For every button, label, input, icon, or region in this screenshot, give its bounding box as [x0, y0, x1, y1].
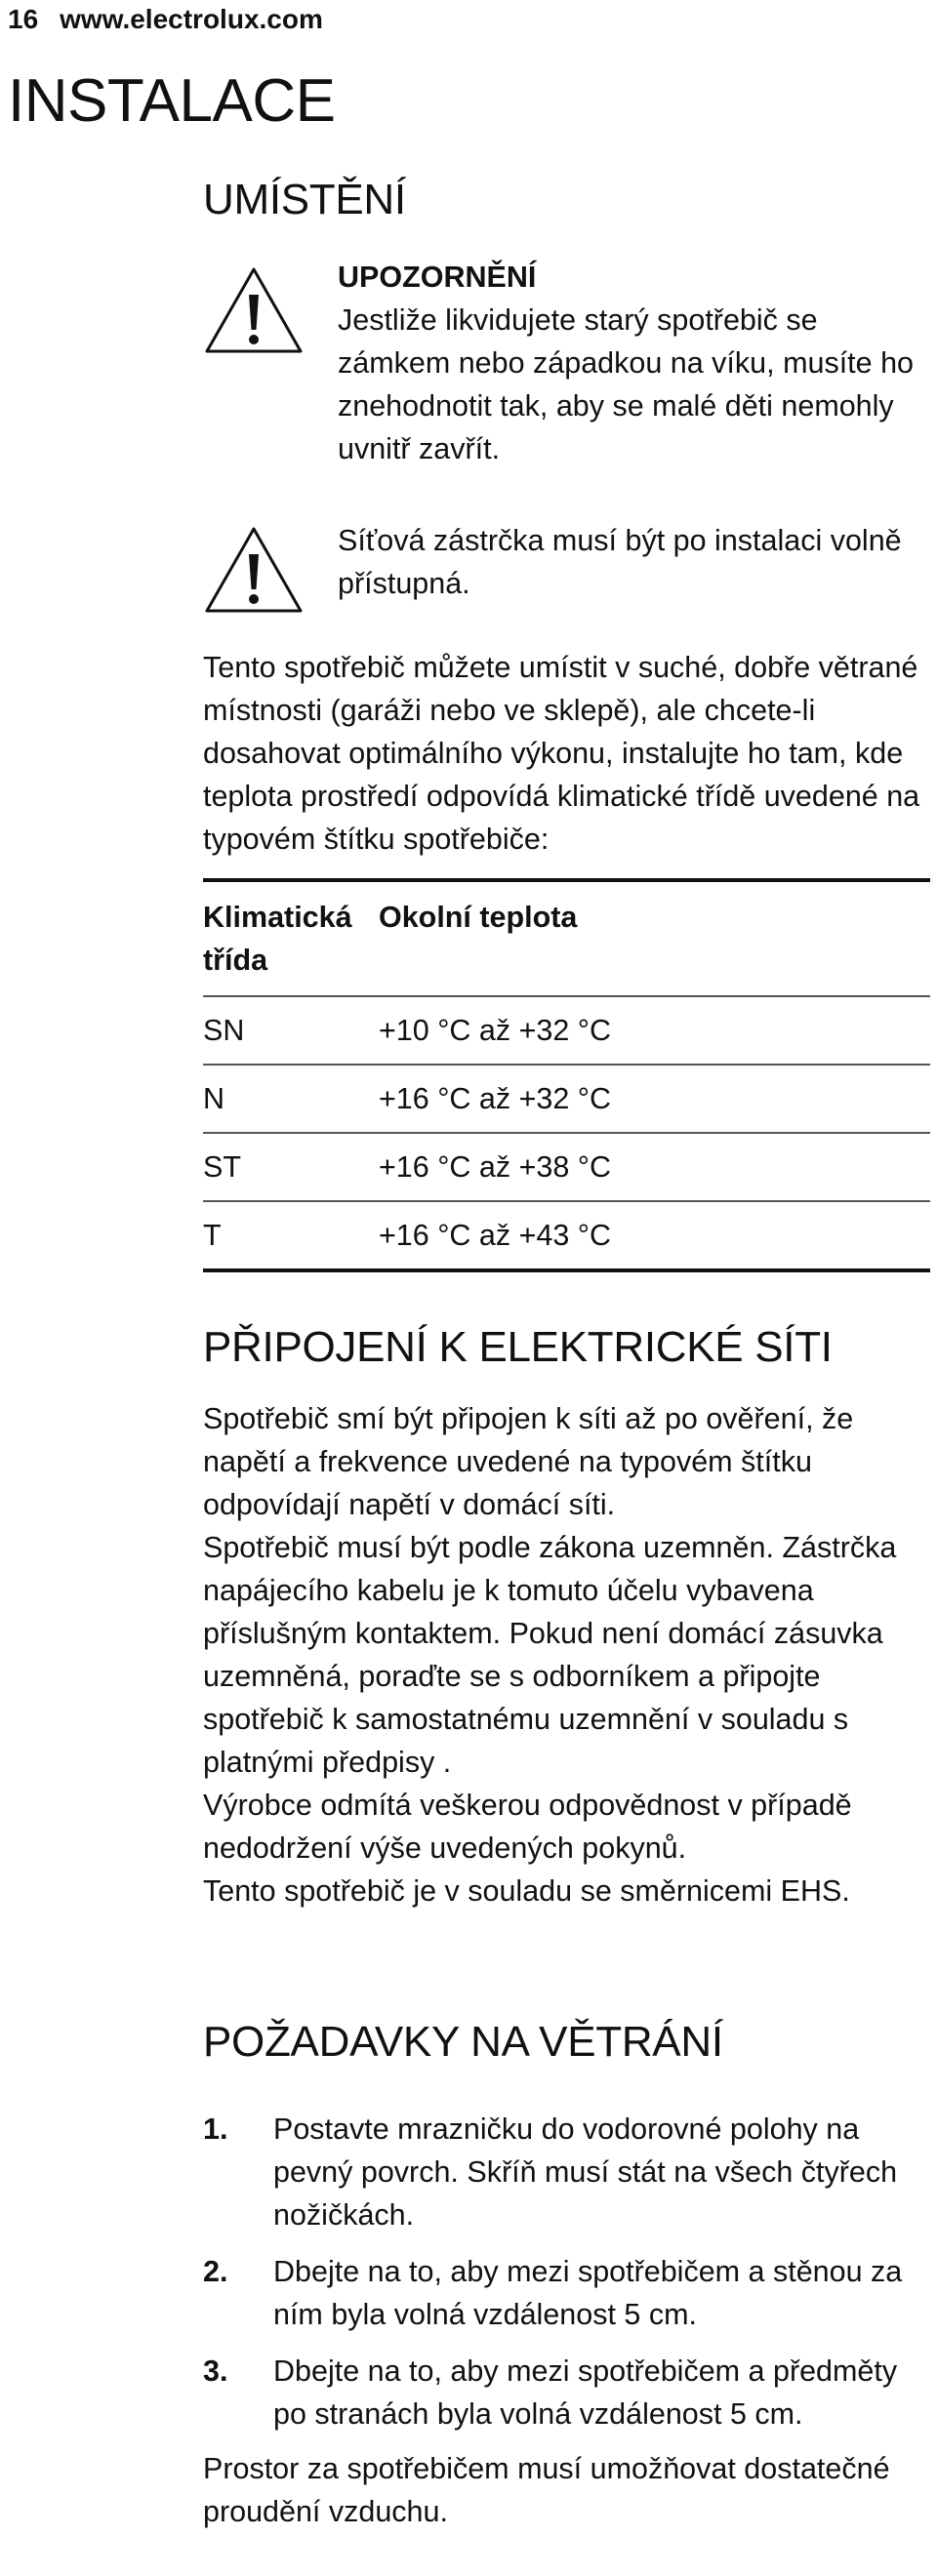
intro-paragraph: Tento spotřebič můžete umístit v suché, dobře větrané místnosti (garáži nebo ve sklepě), ale chcete-li dosahovat optimálního výkonu, instalujte ho tam, kde teplota prostředí odpovídá klimatické třídě uvedené na typovém štítku spotřebiče:: [203, 651, 920, 856]
paragraph: Spotřebič musí být podle zákona uzemněn. Zástrčka napájecího kabelu je k tomuto účelu vybavena příslušným kontaktem. Pokud není domácí zásuvka uzemněná, poraďte se s odborníkem a připojte spotřebič k samostatnému uzemnění v souladu s platnými předpisy .: [203, 1531, 897, 1779]
step-number: 3.: [203, 2355, 228, 2388]
table-row: [203, 1065, 930, 1133]
temperature-cell: +16 °C až +43 °C: [379, 1219, 612, 1252]
warning-triangle-icon: [203, 256, 338, 470]
warning-title: UPOZORNĚNÍ: [338, 261, 537, 294]
paragraph: Spotřebič smí být připojen k síti až po ověření, že napětí a frekvence uvedené na typovém štítku odpovídají napětí v domácí síti.: [203, 1402, 854, 1521]
warning-triangle-icon: [203, 519, 338, 615]
table-row: [203, 1133, 930, 1201]
section-title-umisteni: UMÍSTĚNÍ: [203, 176, 406, 223]
climate-class-cell: T: [203, 1219, 222, 1252]
page-number: 16: [8, 4, 39, 34]
electrical-connection-text: [203, 1397, 930, 1912]
table-header-row: [203, 880, 930, 996]
temperature-cell: +16 °C až +38 °C: [379, 1150, 612, 1184]
warning-block-2: [203, 519, 927, 615]
list-item: [203, 2108, 930, 2236]
climate-class-cell: N: [203, 1082, 225, 1115]
warning-text: Síťová zástrčka musí být po instalaci volně přístupná.: [338, 524, 902, 600]
column-header: Okolní teplota: [379, 901, 578, 934]
list-item: [203, 2250, 930, 2336]
step-number: 1.: [203, 2113, 228, 2146]
step-number: 2.: [203, 2255, 228, 2288]
warning-block-1: [203, 256, 927, 470]
website-url: www.electrolux.com: [60, 4, 323, 34]
paragraph: Tento spotřebič je v souladu se směrnicemi EHS.: [203, 1874, 850, 1908]
climate-class-cell: SN: [203, 1014, 245, 1047]
paragraph: Výrobce odmítá veškerou odpovědnost v případě nedodržení výše uvedených pokynů.: [203, 1789, 852, 1865]
temperature-cell: +16 °C až +32 °C: [379, 1082, 612, 1115]
section-title-vetrani: POŽADAVKY NA VĚTRÁNÍ: [203, 2018, 723, 2066]
main-title: INSTALACE: [8, 67, 336, 135]
step-text: Postavte mrazničku do vodorovné polohy na pevný povrch. Skříň musí stát na všech čtyřech nožičkách.: [273, 2113, 898, 2232]
temperature-cell: +10 °C až +32 °C: [379, 1014, 612, 1047]
climate-class-cell: ST: [203, 1150, 241, 1184]
page-header: [8, 0, 323, 39]
section-title-pripojeni: PŘIPOJENÍ K ELEKTRICKÉ SÍTI: [203, 1323, 833, 1371]
column-header: Klimatická třída: [203, 901, 352, 977]
table-row: [203, 996, 930, 1065]
warning-text: Jestliže likvidujete starý spotřebič se zámkem nebo západkou na víku, musíte ho znehodnotit tak, aby se malé děti nemohly uvnitř zavřít.: [338, 303, 914, 465]
step-text: Dbejte na to, aby mezi spotřebičem a stěnou za ním byla volná vzdálenost 5 cm.: [273, 2255, 903, 2331]
final-paragraph: Prostor za spotřebičem musí umožňovat dostatečné proudění vzduchu.: [203, 2452, 890, 2528]
climate-class-table: [203, 878, 930, 1272]
table-row: [203, 1201, 930, 1270]
ventilation-steps-list: [203, 2108, 930, 2449]
list-item: [203, 2350, 930, 2435]
step-text: Dbejte na to, aby mezi spotřebičem a předměty po stranách byla volná vzdálenost 5 cm.: [273, 2355, 898, 2431]
